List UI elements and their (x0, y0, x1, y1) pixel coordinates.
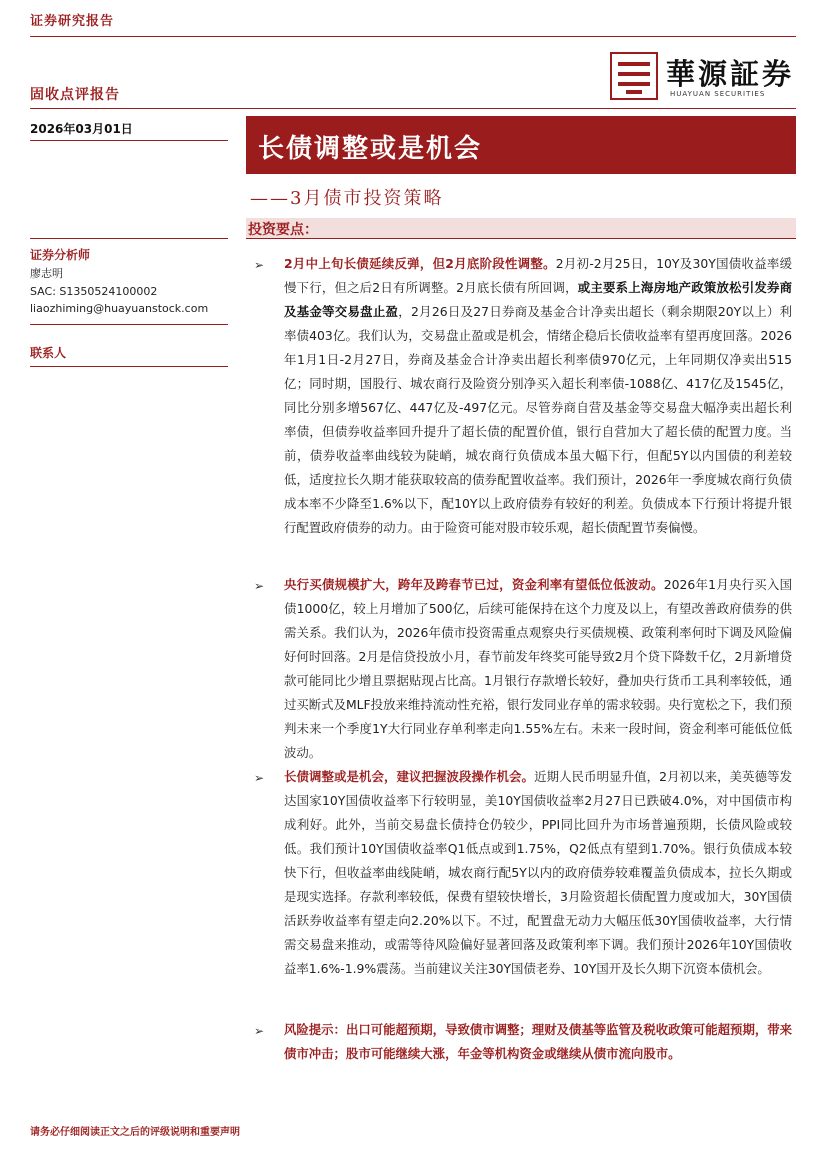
contact-title: 联系人 (30, 346, 67, 360)
header-divider-2 (30, 108, 796, 109)
key-points-divider (246, 238, 796, 239)
report-type: 证券研究报告 (30, 14, 115, 29)
footer-disclaimer: 请务必仔细阅读正文之后的评级说明和重要声明 (30, 1127, 240, 1138)
report-date: 2026年03月01日 (30, 122, 133, 136)
company-logo (610, 52, 800, 104)
page-title: 长债调整或是机会 (258, 134, 483, 164)
point-3-text: 近期人民币明显升值，2月初以来，美英德等发达国家10Y国债收益率下行较明显，美10Y国债收益率2月27日已跌破4.0%，对中国债市构成利好。此外，当前交易盘长债持仓仍较少，PPI同比回升为市场普遍预期，长债风险或较低。我们预计10Y国债收益率Q1低点或到1.75%，Q2低点有望到1.70%。银行负债成本较快下行，但收益率曲线陡峭，城农商行配5Y以内的政府债券较难覆盖负债成本，拉长久期或是现实选择。存款利率较低，保费有望较快增长，3月险资超长债配置力度或加大，30Y国债活跃券收益率有望走向2.20%以下。不过，配置盘无动力大幅压低30Y国债收益率，大行情需交易盘来推动，或需等待风险偏好显著回落及政策利率下调。我们预计2026年10Y国债收益率1.6%-1.9%震荡。当前建议关注30Y国债老券、10Y国开及长久期下沉资本债机会。 (284, 769, 793, 976)
bullet-arrow-icon: ➢ (254, 258, 265, 272)
logo-name: 華源証券 (666, 57, 795, 91)
key-points-heading (246, 218, 796, 238)
analyst-title: 证券分析师 (30, 248, 91, 262)
point-2 (284, 573, 792, 765)
point-4-lead: 风险提示：出口可能超预期，导致债市调整；理财及债基等监管及税收政策可能超预期，带来债市冲击；股市可能继续大涨，年金等机构资金或继续从债市流向股市。 (284, 1022, 793, 1061)
bullet-arrow-icon: ➢ (254, 771, 265, 785)
point-1-bold: 或主要系上海房地产政策放松引发券商及基金等交易盘止盈 (284, 280, 792, 319)
point-4 (284, 1018, 792, 1066)
sidebar-divider (30, 140, 228, 141)
bullet-arrow-icon: ➢ (254, 1024, 265, 1038)
point-3 (284, 765, 792, 981)
point-2-text: 2026年1月央行买入国债1000亿，较上月增加了500亿，后续可能保持在这个力度及以上，有望改善政府债券的供需关系。我们认为，2026年债市投资需重点观察央行买债规模、政策利率何时下调及风险偏好何时回落。2月是信贷投放小月，春节前发年终奖可能导致2月个贷下降数千亿，2月新增贷款可能同比少增且票据贴现占比高。1月银行存款增长较好，叠加央行货币工具利率较低，通过买断式及MLF投放来维持流动性充裕，银行发同业存单的需求较弱。央行宽松之下，我们预判未来一个季度1Y大行同业存单利率走向1.55%左右。未来一段时间，资金利率可能低位低波动。 (284, 577, 793, 760)
point-1-text: 2月初-2月25日，10Y及30Y国债收益率缓慢下行，但之后2日有所调整。2月底长债有所回调， (284, 256, 792, 295)
point-3-lead: 长债调整或是机会，建议把握波段操作机会。 (284, 769, 535, 784)
analyst-sac: SAC: S1350524100002 (30, 285, 158, 298)
analyst-name: 廖志明 (30, 267, 63, 280)
title-banner (246, 116, 796, 174)
sidebar-divider (30, 238, 228, 239)
logo-mark-icon (610, 52, 658, 100)
analyst-email[interactable]: liaozhiming@huayuanstock.com (30, 302, 209, 315)
sidebar-divider (30, 366, 228, 367)
point-2-lead: 央行买债规模扩大，跨年及跨春节已过，资金利率有望低位低波动。 (284, 577, 664, 592)
logo-english: HUAYUAN SECURITIES (670, 90, 766, 98)
point-1-lead: 2月中上旬长债延续反弹，但2月底阶段性调整。 (284, 256, 556, 271)
header-divider (30, 36, 796, 37)
bullet-arrow-icon: ➢ (254, 579, 265, 593)
page-subtitle: ——3月债市投资策略 (250, 188, 444, 209)
point-1-text-2: ，2月26日及27日券商及基金合计净卖出超长（剩余期限20Y以上）利率债403亿。我们认为，交易盘止盈或是机会，情绪企稳后长债收益率有望再度回落。2026年1月1日-2月27日，券商及基金合计净卖出超长利率债970亿元，上年同期仅净卖出515亿；同时期，国股行、城农商行及险资分别净买入超长利率债-1088亿、417亿及1545亿，同比分别多增567亿、447亿及-497亿元。尽管券商自营及基金等交易盘大幅净卖出超长利率债，但债券收益率回升提升了超长债的配置价值，银行自营加大了超长债的配置力度。当前，债券收益率曲线较为陡峭，城农商行负债成本虽大幅下行，但配5Y以内国债的利差较低，适度拉长久期才能获取较高的债券配置收益率。我们预计，2026年一季度城农商行负债成本率不少降至1.6%以下，配10Y以上政府债券有较好的利差。负债成本下行预计将提升银行配置政府债券的动力。由于险资可能对股市较乐观，超长债配置节奏偏慢。 (284, 304, 792, 535)
report-subtype: 固收点评报告 (30, 87, 120, 103)
point-1 (284, 252, 792, 540)
sidebar-divider (30, 324, 228, 325)
key-points-label: 投资要点： (248, 222, 318, 238)
